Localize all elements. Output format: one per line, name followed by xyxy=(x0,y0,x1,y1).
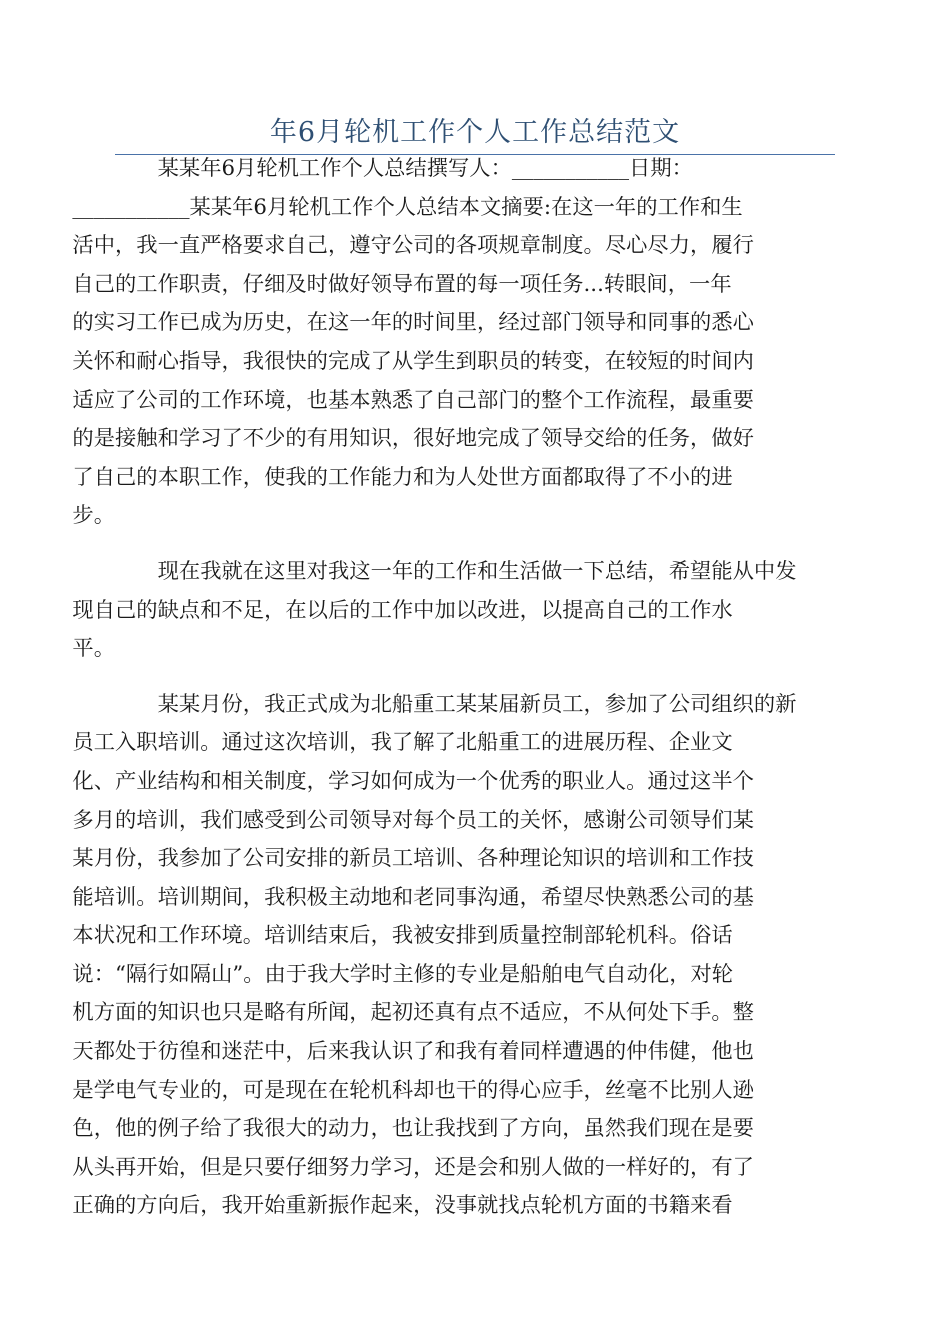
text-line: 自己的工作职责，仔细及时做好领导布置的每一项任务...转眼间，一年 xyxy=(72,271,732,297)
text-line: 正确的方向后，我开始重新振作起来，没事就找点轮机方面的书籍来看 xyxy=(72,1193,733,1219)
paragraph-3 xyxy=(72,686,833,1226)
text-line: 能培训。培训期间，我积极主动地和老同事沟通，希望尽快熟悉公司的基 xyxy=(72,884,754,910)
text-line: 某某月份，我正式成为北船重工某某届新员工，参加了公司组织的新 xyxy=(157,691,797,717)
text-line: 的是接触和学习了不少的有用知识，很好地完成了领导交给的任务，做好 xyxy=(72,426,754,452)
text-line: 活中，我一直严格要求自己，遵守公司的各项规章制度。尽心尽力，履行 xyxy=(72,233,754,259)
document-title: 年6月轮机工作个人工作总结范文 xyxy=(269,117,681,148)
text-line: 说：“隔行如隔山”。由于我大学时主修的专业是船舶电气自动化，对轮 xyxy=(72,961,734,987)
text-line: 员工入职培训。通过这次培训，我了解了北船重工的进展历程、企业文 xyxy=(72,730,733,756)
text-line: 色，他的例子给了我很大的动力，也让我找到了方向，虽然我们现在是要 xyxy=(72,1116,754,1142)
paragraph-2 xyxy=(72,553,833,669)
text-line: 了自己的本职工作，使我的工作能力和为人处世方面都取得了不小的进 xyxy=(72,464,733,490)
text-line: 某月份，我参加了公司安排的新员工培训、各种理论知识的培训和工作技 xyxy=(72,846,754,872)
paragraph-1 xyxy=(72,150,833,536)
text-line: 多月的培训，我们感受到公司领导对每个员工的关怀，感谢公司领导们某 xyxy=(72,807,754,833)
text-line: 现自己的缺点和不足，在以后的工作中加以改进，以提高自己的工作水 xyxy=(72,597,733,623)
text-line: 关怀和耐心指导，我很快的完成了从学生到职员的转变，在较短的时间内 xyxy=(72,348,754,374)
text-line: 天都处于彷徨和迷茫中，后来我认识了和我有着同样遭遇的仲伟健，他也 xyxy=(72,1039,754,1065)
text-line: 化、产业结构和相关制度，学习如何成为一个优秀的职业人。通过这半个 xyxy=(72,768,754,794)
text-line: 本状况和工作环境。培训结束后，我被安排到质量控制部轮机科。俗话 xyxy=(72,923,733,949)
document-body xyxy=(72,150,833,1243)
text-line: 适应了公司的工作环境，也基本熟悉了自己部门的整个工作流程，最重要 xyxy=(72,387,754,413)
text-line: 的实习工作已成为历史，在这一年的时间里，经过部门领导和同事的悉心 xyxy=(72,310,754,336)
text-line: 现在我就在这里对我这一年的工作和生活做一下总结，希望能从中发 xyxy=(157,558,797,584)
text-line: 是学电气专业的，可是现在在轮机科却也干的得心应手，丝毫不比别人逊 xyxy=(72,1077,754,1103)
text-line: 机方面的知识也只是略有所闻，起初还真有点不适应，不从何处下手。整 xyxy=(72,1000,754,1026)
text-line: 从头再开始，但是只要仔细努力学习，还是会和别人做的一样好的，有了 xyxy=(72,1154,754,1180)
text-line: 平。 xyxy=(72,636,116,662)
text-line: ___________某某年6月轮机工作个人总结本文摘要:在这一年的工作和生 xyxy=(72,194,743,220)
text-line: 步。 xyxy=(72,503,116,529)
text-line: 某某年6月轮机工作个人总结撰写人：___________日期： xyxy=(157,156,693,181)
